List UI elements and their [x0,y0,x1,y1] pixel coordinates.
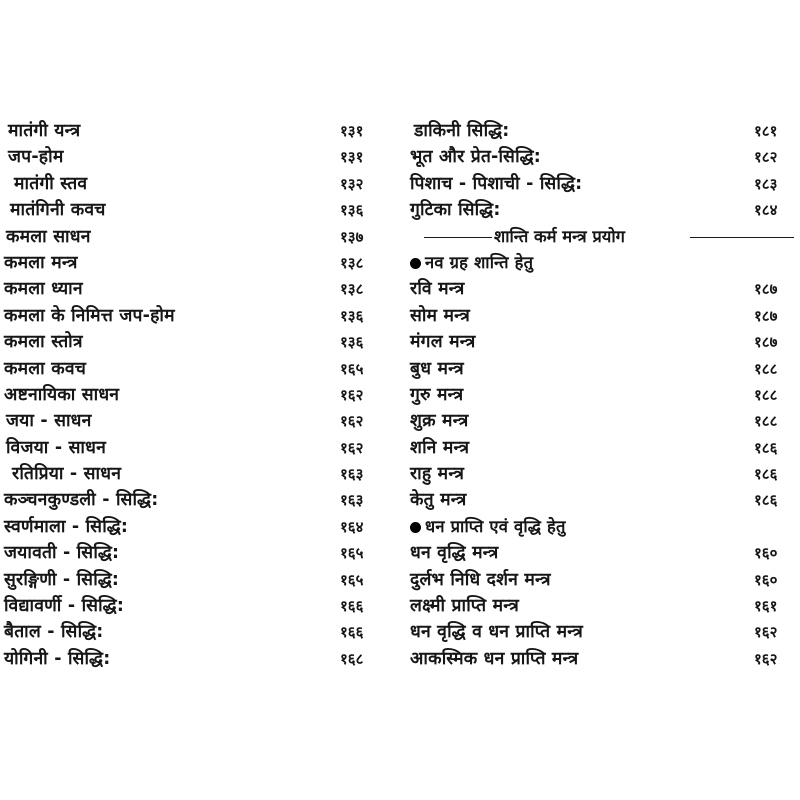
divider-line-right [690,237,794,239]
entry-title: राहु मन्त्र [410,464,465,485]
toc-entry [0,224,392,250]
entry-title: मंगल मन्त्र [410,332,476,353]
toc-entry [0,593,392,619]
entry-page: १६२ [340,412,364,431]
entry-page: १६२ [340,385,364,404]
entry-title: बुध मन्त्र [410,358,464,379]
subsection-heading-row [402,250,800,276]
toc-entry [0,276,392,302]
toc-entry [0,197,392,223]
entry-title: अष्टनायिका साधन [4,384,120,405]
toc-entry [402,408,800,434]
toc-entry [0,382,392,408]
divider-line-left [424,237,492,239]
entry-page: १८७ [754,306,778,325]
subsection-heading-row [402,514,800,540]
entry-title: मातंगी स्तव [14,173,88,194]
toc-entry [0,646,392,672]
toc-entry [402,144,800,170]
entry-title: आकस्मिक धन प्राप्ति मन्त्र [410,648,579,669]
entry-title: विद्यावर्णी - सिद्धि: [4,596,125,617]
toc-entry [402,197,800,223]
toc-entry [402,303,800,329]
entry-title: रतिप्रिया - साधन [12,464,122,485]
entry-page: १६४ [340,517,364,536]
entry-title: मातंगिनी कवच [10,200,106,221]
toc-entry [0,329,392,355]
entry-page: १३६ [340,306,364,325]
entry-title: जयावती - सिद्धि: [4,543,120,564]
entry-page: १६० [754,544,778,563]
entry-title: कमला के निमित्त जप-होम [4,305,175,326]
entry-page: १८६ [754,438,778,457]
entry-title: कमला स्तोत्र [4,332,83,353]
entry-title: दुर्लभ निधि दर्शन मन्त्र [410,569,551,590]
entry-title: शनि मन्त्र [410,437,470,458]
entry-page: १६३ [340,465,364,484]
entry-title: सुरङ्गिणी - सिद्धि: [4,569,120,590]
entry-page: १६५ [340,544,364,563]
toc-entry [0,540,392,566]
entry-title: गुरु मन्त्र [410,384,464,405]
toc-entry [402,461,800,487]
entry-page: १८७ [754,333,778,352]
toc-right-column [402,118,800,672]
entry-title: सोम मन्त्र [410,305,470,326]
entry-page: १८४ [754,201,778,220]
entry-page: १८८ [754,412,778,431]
entry-title: जया - साधन [6,411,92,432]
entry-page: १३१ [340,122,364,140]
entry-page: १८३ [754,174,778,193]
toc-entry [0,356,392,382]
toc-entry [0,408,392,434]
toc-entry [402,540,800,566]
subsection-heading [410,514,566,540]
section-heading: शान्ति कर्म मन्त्र प्रयोग [494,226,625,246]
toc-entry [402,329,800,355]
toc-entry [402,118,800,144]
toc-entry [402,593,800,619]
entry-page: १६० [754,570,778,589]
entry-page: १८८ [754,385,778,404]
subsection-heading-text: नव ग्रह शान्ति हेतु [425,252,534,272]
entry-page: १३८ [340,253,364,272]
entry-title: गुटिका सिद्धि: [410,200,501,221]
entry-page: १६६ [340,623,364,642]
entry-page: १८६ [754,491,778,510]
toc-entry [0,171,392,197]
entry-title: पिशाच - पिशाची - सिद्धि: [410,173,583,194]
entry-title: रवि मन्त्र [410,279,465,300]
entry-page: १८६ [754,465,778,484]
entry-title: कमला कवच [4,358,87,379]
entry-title: धन वृद्धि मन्त्र [410,543,499,564]
entry-title: योगिनी - सिद्धि: [4,648,111,669]
toc-entry [402,382,800,408]
entry-title: केतु मन्त्र [410,490,467,511]
toc-entry [0,435,392,461]
entry-page: १३२ [340,174,364,193]
entry-title: कमला साधन [6,226,91,247]
entry-page: १६८ [340,649,364,668]
entry-title: धन वृद्धि व धन प्राप्ति मन्त्र [410,622,583,643]
entry-title: जप-होम [8,147,64,168]
subsection-heading [410,250,533,276]
bullet-icon [410,258,421,269]
toc-entry [0,567,392,593]
entry-page: १६६ [340,597,364,616]
entry-page: १६१ [754,597,778,616]
entry-title: बैताल - सिद्धि: [4,622,104,643]
toc-entry [0,514,392,540]
toc-entry [0,461,392,487]
entry-title: लक्ष्मी प्राप्ति मन्त्र [410,596,520,617]
entry-page: १६५ [340,570,364,589]
section-divider [402,224,800,250]
toc-entry [0,250,392,276]
toc-entry [0,118,392,144]
entry-title: स्वर्णमाला - सिद्धि: [4,516,129,537]
toc-entry [402,435,800,461]
bullet-icon [410,522,421,533]
subsection-heading-text: धन प्राप्ति एवं वृद्धि हेतु [425,516,566,536]
entry-page: १८७ [754,280,778,299]
toc-entry [402,567,800,593]
entry-title: कञ्चनकुण्डली - सिद्धि: [4,490,159,511]
toc-entry [402,356,800,382]
entry-page: १३१ [340,148,364,167]
entry-title: विजया - साधन [6,437,107,458]
entry-page: १३६ [340,201,364,220]
entry-page: १६२ [754,623,778,642]
toc-entry [0,144,392,170]
entry-page: १३७ [340,227,364,246]
entry-page: १८१ [754,122,778,140]
toc-entry [402,276,800,302]
toc-entry [402,487,800,513]
toc-entry [402,619,800,645]
entry-page: १८२ [754,148,778,167]
toc-left-column [0,118,392,672]
toc-entry [0,487,392,513]
entry-title: डाकिनी सिद्धि: [414,121,510,141]
entry-page: १८८ [754,359,778,378]
entry-title: भूत और प्रेत-सिद्धि: [410,147,541,168]
entry-title: शुक्र मन्त्र [410,411,469,432]
entry-page: १३८ [340,280,364,299]
entry-page: १६५ [340,359,364,378]
toc-entry [402,646,800,672]
toc-entry [0,619,392,645]
entry-page: १६२ [754,649,778,668]
entry-page: १६२ [340,438,364,457]
entry-page: १३६ [340,333,364,352]
entry-title: कमला मन्त्र [4,252,78,273]
toc-entry [402,171,800,197]
entry-page: १६३ [340,491,364,510]
entry-title: मातंगी यन्त्र [8,121,81,141]
toc-entry [0,303,392,329]
entry-title: कमला ध्यान [4,279,83,300]
